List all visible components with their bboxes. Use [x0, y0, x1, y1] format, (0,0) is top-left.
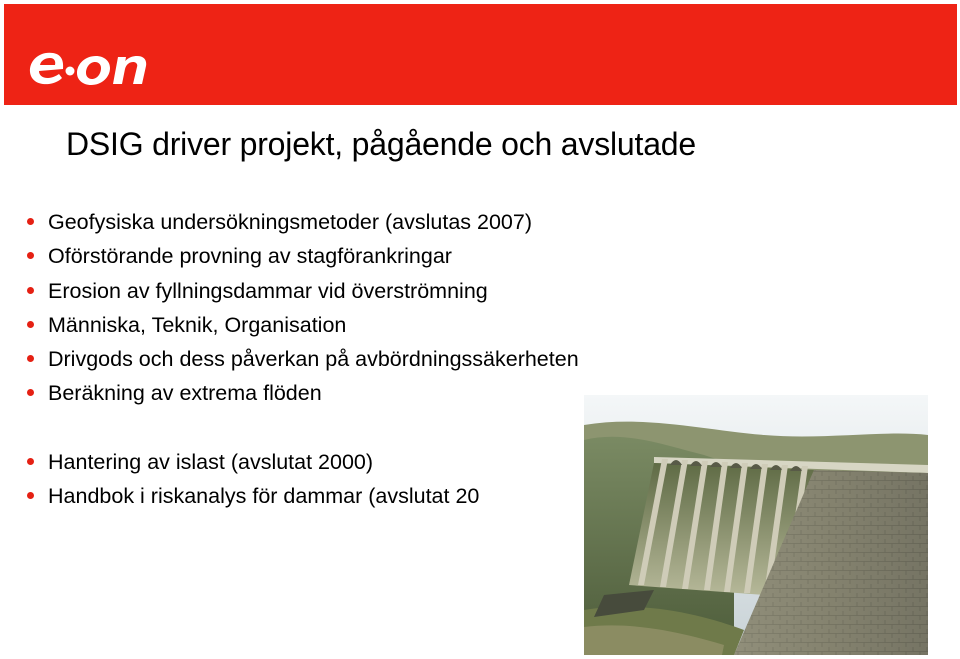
bullet-text: Hantering av islast (avslutat 2000) [48, 449, 374, 474]
bullet-text: Erosion av fyllningsdammar vid överströmning [48, 278, 488, 303]
list-item [27, 445, 579, 479]
bullet-dot-icon [27, 492, 34, 499]
bullet-text: Geofysiska undersökningsmetoder (avslutas 2007) [48, 210, 533, 234]
bullet-dot-icon [27, 321, 34, 328]
bullet-dot-icon [27, 252, 34, 259]
bullet-text: Beräkning av extrema flöden [48, 381, 322, 406]
list-item [27, 205, 579, 239]
dam-illustration [584, 395, 928, 655]
list-item [27, 479, 579, 513]
bullet-text: Oförstörande provning av stagförankringar [48, 244, 452, 269]
list-item [27, 308, 579, 342]
bullet-text: Människa, Teknik, Organisation [48, 312, 347, 337]
bullet-dot-icon [27, 355, 34, 362]
bullet-text: Handbok i riskanalys för dammar (avslutat 20 [48, 484, 480, 509]
bullet-dot-icon [27, 458, 34, 465]
bullet-dot-icon [27, 389, 34, 396]
dam-photo [584, 395, 928, 655]
bullet-dot-icon [27, 287, 34, 294]
list-item [27, 239, 579, 273]
bullet-list [27, 205, 579, 513]
list-item [27, 376, 579, 410]
header-bar [4, 4, 957, 105]
list-item [27, 274, 579, 308]
slide-title: DSIG driver projekt, pågående och avslutade [66, 126, 696, 162]
eon-logo [25, 39, 155, 91]
bullet-dot-icon [27, 218, 34, 225]
bullet-text: Drivgods och dess påverkan på avbördningssäkerheten [48, 347, 579, 372]
list-item [27, 342, 579, 376]
